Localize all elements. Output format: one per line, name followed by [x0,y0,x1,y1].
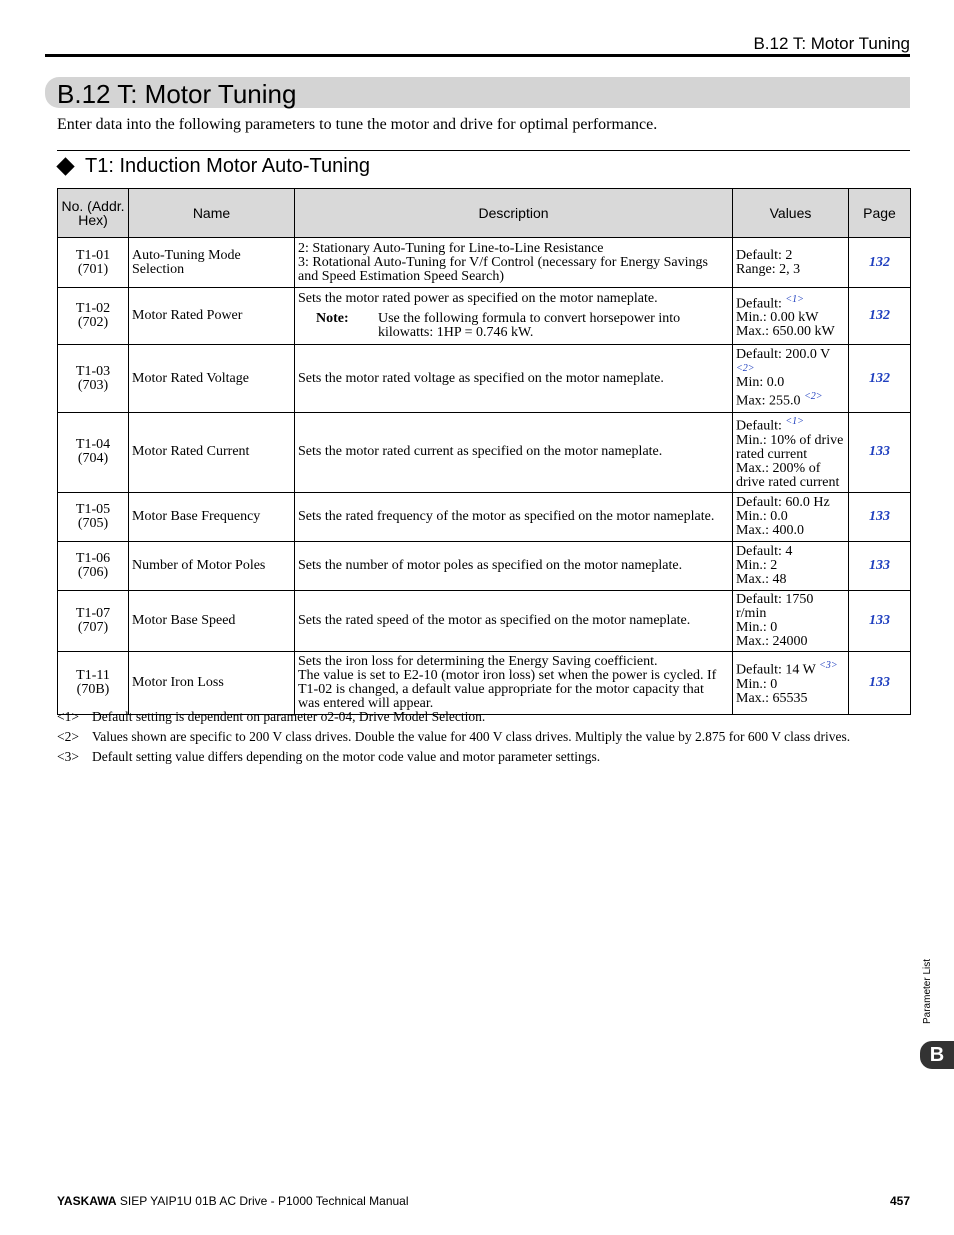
footnote: <2> Values shown are specific to 200 V class drives. Double the value for 400 V class drives. Multiply the value by 2.875 for 600 V class drives. [57,729,851,744]
footnote: <1> Default setting is dependent on parameter o2-04, Drive Model Selection. [57,709,486,724]
header-name: Name [129,189,295,238]
header-description: Description [295,189,733,238]
table-row [58,238,911,288]
param-description: Sets the motor rated current as specified on the motor nameplate. [295,413,733,493]
param-number: T1-03 (703) [58,345,129,413]
page-link[interactable]: 133 [849,541,911,590]
header-no: No. (Addr. Hex) [58,189,129,238]
footnote-ref[interactable]: <2> [736,363,755,375]
note-label: Note: [316,311,349,326]
param-name: Auto-Tuning Mode Selection [129,238,295,288]
param-values: Default: 14 W $^{<3>}$ Min.: 0 Max.: 65535 [733,651,849,714]
param-description: Sets the iron loss for determining the Energy Saving coefficient. The value is set to E2-10 (motor iron loss) set when the power is cycled. If T1-02 is changed, a default value appropriate for the motor capacity that was entered will appear. [295,651,733,714]
param-description: Sets the motor rated voltage as specified on the motor nameplate. [295,345,733,413]
parameter-table [57,188,911,715]
param-values: Default: 2 Range: 2, 3 [733,238,849,288]
page-header-title: B.12 T: Motor Tuning [753,34,910,53]
footer-manual [57,1194,409,1208]
table-row [58,541,911,590]
table-row [58,413,911,493]
param-number: T1-02 (702) [58,288,129,345]
param-name: Motor Rated Power [129,288,295,345]
param-values: Default: 60.0 Hz Min.: 0.0 Max.: 400.0 [733,492,849,541]
param-name: Motor Iron Loss [129,651,295,714]
header-values: Values [733,189,849,238]
param-values: Default: 200.0 V <2> Min: 0.0 Max: 255.0 $^{<2>}$ [733,345,849,413]
note-text: Use the following formula to convert horsepower into kilowatts: 1HP = 0.746 kW. [378,311,681,340]
footnote-ref[interactable]: <1> [785,416,804,427]
table-row [58,651,911,714]
table-row [58,345,911,413]
table-header-row [58,189,911,238]
param-description: Sets the number of motor poles as specified on the motor nameplate. [295,541,733,590]
footer-brand: YASKAWA [57,1194,117,1208]
section-title: B.12 T: Motor Tuning [57,79,297,109]
footer-text: SIEP YAIP1U 01B AC Drive - P1000 Technical Manual [119,1194,409,1208]
footnote-ref[interactable]: <3> [819,660,838,672]
diamond-icon [56,157,74,175]
param-description: 2: Stationary Auto-Tuning for Line-to-Line Resistance 3: Rotational Auto-Tuning for V/f Control (necessary for Energy Savings and Speed Estimation Speed Search) [295,238,733,288]
page-link[interactable]: 132 [849,238,911,288]
param-name: Motor Base Speed [129,590,295,651]
param-values: Default: 4 Min.: 2 Max.: 48 [733,541,849,590]
side-tab-letter[interactable]: B [920,1041,954,1069]
param-values: Default: $^{<1>}$ Min.: 10% of drive rated current Max.: 200% of drive rated current [733,413,849,493]
intro-text: Enter data into the following parameters to tune the motor and drive for optimal performance. [57,116,658,133]
param-description: Sets the rated frequency of the motor as specified on the motor nameplate. [295,492,733,541]
page-link[interactable]: 133 [849,413,911,493]
table-row [58,492,911,541]
param-number: T1-01 (701) [58,238,129,288]
page-link[interactable]: 132 [849,288,911,345]
param-number: T1-11 (70B) [58,651,129,714]
footnote: <3> Default setting value differs depending on the motor code value and motor parameter settings. [57,749,601,764]
subsection-heading [57,155,370,178]
subsection-title: T1: Induction Motor Auto-Tuning [85,155,370,177]
footnotes [57,709,850,769]
header-page: Page [849,189,911,238]
param-name: Number of Motor Poles [129,541,295,590]
note [298,312,729,340]
page-link[interactable]: 133 [849,492,911,541]
header-rule [45,54,910,57]
param-description: Sets the motor rated power as specified on the motor nameplate. Note: Use the following formula to convert horsepower into kilowatts: 1HP = 0.746 kW. [295,288,733,345]
page-number: 457 [889,1194,910,1208]
param-number: T1-05 (705) [58,492,129,541]
param-values: Default: 1750 r/min Min.: 0 Max.: 24000 [733,590,849,651]
footnote-ref[interactable]: <1> [785,293,804,305]
page-link[interactable]: 132 [849,345,911,413]
table-row [58,288,911,345]
param-name: Motor Rated Current [129,413,295,493]
subsection-rule [57,150,910,151]
table-row [58,590,911,651]
param-description: Sets the rated speed of the motor as specified on the motor nameplate. [295,590,733,651]
footnote-ref[interactable]: <2> [804,391,823,403]
param-values: Default: $^{<1>}$ Min.: 0.00 kW Max.: 650.00 kW [733,288,849,345]
param-number: T1-04 (704) [58,413,129,493]
param-number: T1-07 (707) [58,590,129,651]
param-name: Motor Rated Voltage [129,345,295,413]
side-tab-label: Parameter List [922,958,933,1024]
page-link[interactable]: 133 [849,590,911,651]
param-number: T1-06 (706) [58,541,129,590]
page-link[interactable]: 133 [849,651,911,714]
param-name: Motor Base Frequency [129,492,295,541]
